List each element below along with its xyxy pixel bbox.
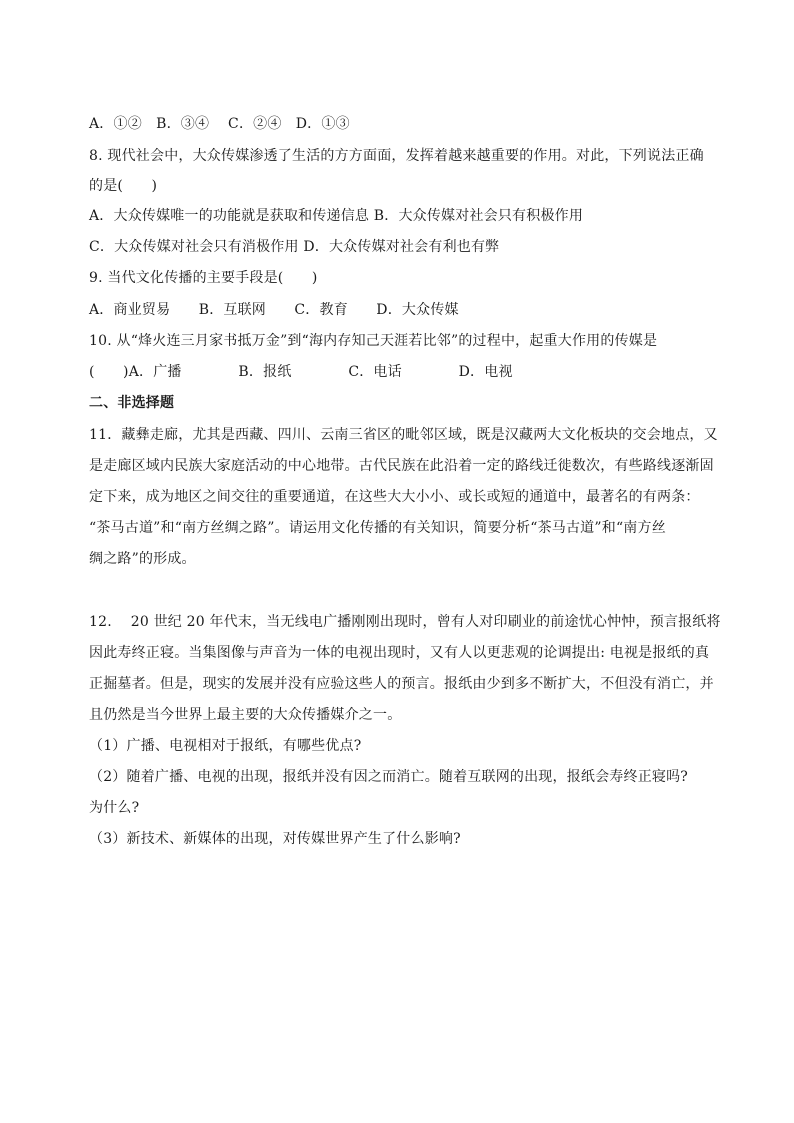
q12-line4: 且仍然是当今世界上最主要的大众传播媒介之一。 (89, 707, 402, 723)
q11-line4: “茶马古道”和“南方丝绸之路”。请运用文化传播的有关知识，简要分析“茶马古道”和“南方丝 (89, 520, 666, 536)
q8-stem-line1: 8. 现代社会中，大众传媒渗透了生活的方方面面，发挥着越来越重要的作用。对此，下列说法正确 (89, 148, 704, 164)
q12-line3: 正掘墓者。但是，现实的发展并没有应验这些人的预言。报纸由少到多不断扩大，不但没有消亡，并 (89, 676, 714, 692)
q8-stem-line2: 的是( ) (89, 178, 158, 194)
q12-subq2-line1: （2）随着广播、电视的出现，报纸并没有因之而消亡。随着互联网的出现，报纸会寿终正寝吗? (89, 769, 689, 785)
q8-options-cd: C．大众传媒对社会只有消极作用 D．大众传媒对社会有利也有弊 (89, 239, 500, 255)
q10-options: ( )A．广播 B．报纸 C．电话 D．电视 (89, 364, 513, 380)
q7-options: A．①② B．③④ C．②④ D．①③ (89, 116, 350, 132)
q12-subq1: （1）广播、电视相对于报纸，有哪些优点? (89, 738, 362, 754)
q11-line2: 是走廊区域内民族大家庭活动的中心地带。古代民族在此沿着一定的路线迁徙数次，有些路线逐渐固 (89, 458, 714, 474)
q12-line1: 12. 20 世纪 20 年代末，当无线电广播刚刚出现时，曾有人对印刷业的前途忧心忡忡，预言报纸将 (89, 614, 721, 630)
q9-options: A．商业贸易 B．互联网 C．教育 D．大众传媒 (89, 302, 459, 318)
section-heading-non-choice: 二、非选择题 (89, 395, 175, 411)
q12-subq3: （3）新技术、新媒体的出现，对传媒世界产生了什么影响? (89, 831, 461, 847)
q11-line1: 11．藏彝走廊，尤其是西藏、四川、云南三省区的毗邻区域，既是汉藏两大文化板块的交会地点，又 (89, 427, 718, 443)
q11-line3: 定下来，成为地区之间交往的重要通道，在这些大大小小、或长或短的通道中，最著名的有两条： (89, 489, 700, 505)
q11-line5: 绸之路”的形成。 (89, 551, 196, 567)
q12-line2: 因此寿终正寝。当集图像与声音为一体的电视出现时，又有人以更悲观的论调提出: 电视是报纸的真 (89, 645, 710, 661)
q9-stem: 9. 当代文化传播的主要手段是( ) (89, 270, 318, 286)
q8-options-ab: A．大众传媒唯一的功能就是获取和传递信息 B．大众传媒对社会只有积极作用 (89, 208, 584, 224)
q10-stem: 10. 从“烽火连三月家书抵万金”到“海内存知己天涯若比邻”的过程中，起重大作用的传媒是 (89, 333, 658, 349)
q12-subq2-line2: 为什么? (89, 800, 140, 816)
